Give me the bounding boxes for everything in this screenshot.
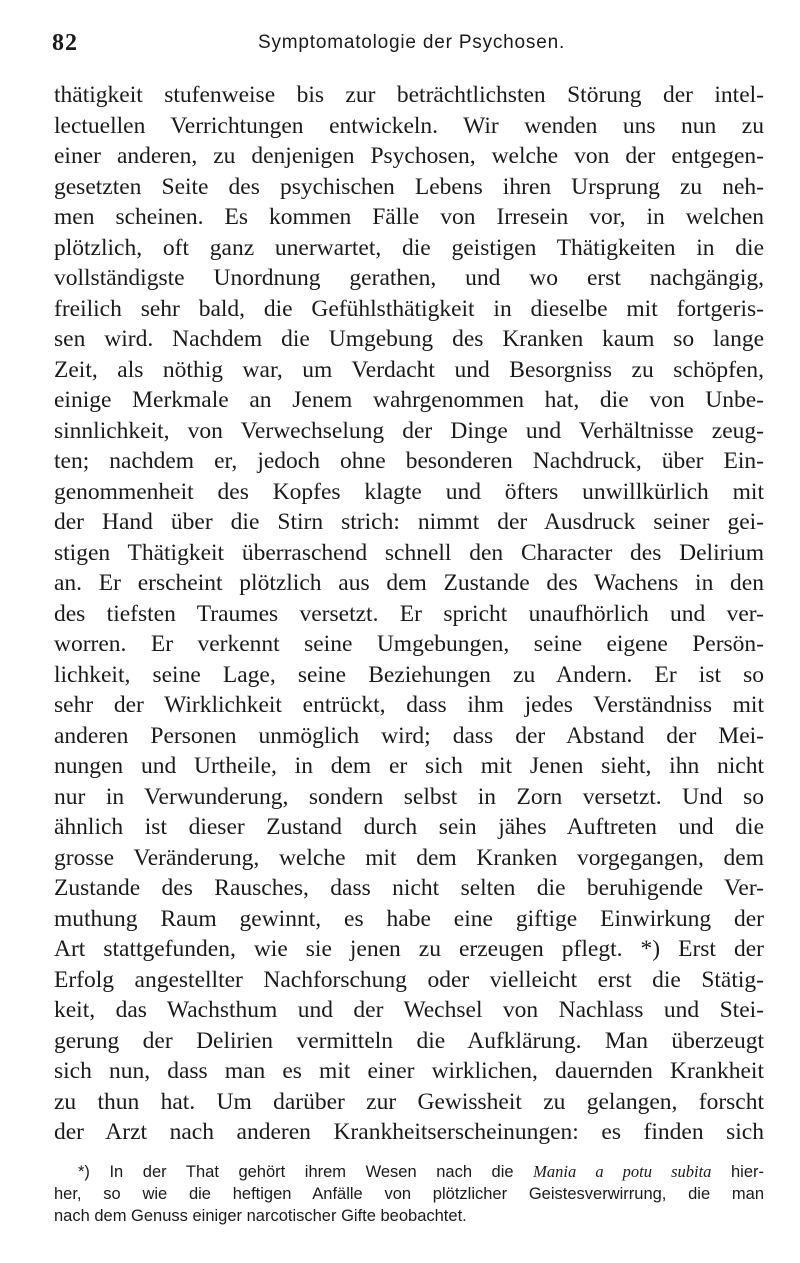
running-head: Symptomatologie der Psychosen.	[258, 32, 566, 53]
body-line: thätigkeit stufenweise bis zur beträchtlichsten Störung der intel-	[54, 82, 764, 108]
body-line: einer anderen, zu denjenigen Psychosen, welche von der entgegen-	[54, 143, 764, 169]
body-line: an. Er erscheint plötzlich aus dem Zustande des Wachens in den	[54, 570, 764, 596]
body-line: sich nun, dass man es mit einer wirklichen, dauernden Krankheit	[54, 1058, 764, 1084]
body-line: Erfolg angestellter Nachforschung oder vielleicht erst die Stätig-	[54, 966, 764, 993]
body-line: Art stattgefunden, wie sie jenen zu erzeugen pflegt. *) Erst der	[54, 936, 764, 962]
body-line: genommenheit des Kopfes klagte und öfters unwillkürlich mit	[54, 478, 764, 505]
body-line: worren. Er verkennt seine Umgebungen, seine eigene Persön-	[54, 631, 764, 657]
body-line: nur in Verwunderung, sondern selbst in Zorn versetzt. Und so	[54, 783, 764, 810]
footnote-text: hier-	[711, 1163, 764, 1181]
body-line: keit, das Wachsthum und der Wechsel von Nachlass und Stei-	[54, 997, 764, 1023]
body-line: sen wird. Nachdem die Umgebung des Kranken kaum so lange	[54, 326, 764, 352]
footnote-line: nach dem Genuss einiger narcotischer Gifte beobachtet.	[54, 1207, 467, 1225]
body-line: Zustande des Rausches, dass nicht selten die beruhigende Ver-	[54, 875, 764, 901]
body-line: einige Merkmale an Jenem wahrgenommen hat, die von Unbe-	[54, 387, 764, 413]
footnote-text: *) In der That gehört ihrem Wesen nach die	[78, 1163, 534, 1181]
body-line: stigen Thätigkeit überraschend schnell den Character des Delirium	[54, 539, 764, 566]
body-line: lichkeit, seine Lage, seine Beziehungen zu Andern. Er ist so	[54, 661, 764, 688]
body-line: anderen Personen unmöglich wird; dass der Abstand der Mei-	[54, 722, 764, 749]
body-line: ten; nachdem er, jedoch ohne besonderen Nachdruck, über Ein-	[54, 448, 764, 474]
body-line: freilich sehr bald, die Gefühlsthätigkeit in dieselbe mit fortgeris-	[54, 295, 764, 322]
body-line: muthung Raum gewinnt, es habe eine giftige Einwirkung der	[54, 905, 764, 932]
body-line: vollständigste Unordnung gerathen, und wo erst nachgängig,	[54, 265, 764, 291]
footnote	[54, 1161, 764, 1227]
page-number: 82	[52, 30, 78, 56]
body-line: sehr der Wirklichkeit entrückt, dass ihm jedes Verständniss mit	[54, 692, 764, 718]
footnote-italic-term: Mania a potu subita	[533, 1162, 712, 1181]
body-line: sinnlichkeit, von Verwechselung der Dinge und Verhältnisse zeug-	[54, 417, 764, 444]
body-line: plötzlich, oft ganz unerwartet, die geistigen Thätigkeiten in die	[54, 234, 764, 261]
footnote-line	[54, 1161, 764, 1183]
body-line: der Hand über die Stirn strich: nimmt der Ausdruck seiner gei-	[54, 509, 764, 535]
body-line: nungen und Urtheile, in dem er sich mit Jenen sieht, ihn nicht	[54, 753, 764, 779]
body-line: der Arzt nach anderen Krankheitserscheinungen: es finden sich	[54, 1119, 764, 1145]
body-line: lectuellen Verrichtungen entwickeln. Wir wenden uns nun zu	[54, 112, 764, 139]
footnote-line: her, so wie die heftigen Anfälle von plötzlicher Geistesverwirrung, die man	[54, 1185, 764, 1203]
body-line: gesetzten Seite des psychischen Lebens ihren Ursprung zu neh-	[54, 173, 764, 200]
body-line: ähnlich ist dieser Zustand durch sein jähes Auftreten und die	[54, 814, 764, 840]
body-line: grosse Veränderung, welche mit dem Kranken vorgegangen, dem	[54, 844, 764, 871]
body-line: des tiefsten Traumes versetzt. Er spricht unaufhörlich und ver-	[54, 600, 764, 627]
body-text	[54, 80, 764, 1148]
body-line: men scheinen. Es kommen Fälle von Irresein vor, in welchen	[54, 204, 764, 230]
body-line: zu thun hat. Um darüber zur Gewissheit zu gelangen, forscht	[54, 1088, 764, 1115]
body-line: Zeit, als nöthig war, um Verdacht und Besorgniss zu schöpfen,	[54, 356, 764, 383]
body-line: gerung der Delirien vermitteln die Aufklärung. Man überzeugt	[54, 1027, 764, 1054]
